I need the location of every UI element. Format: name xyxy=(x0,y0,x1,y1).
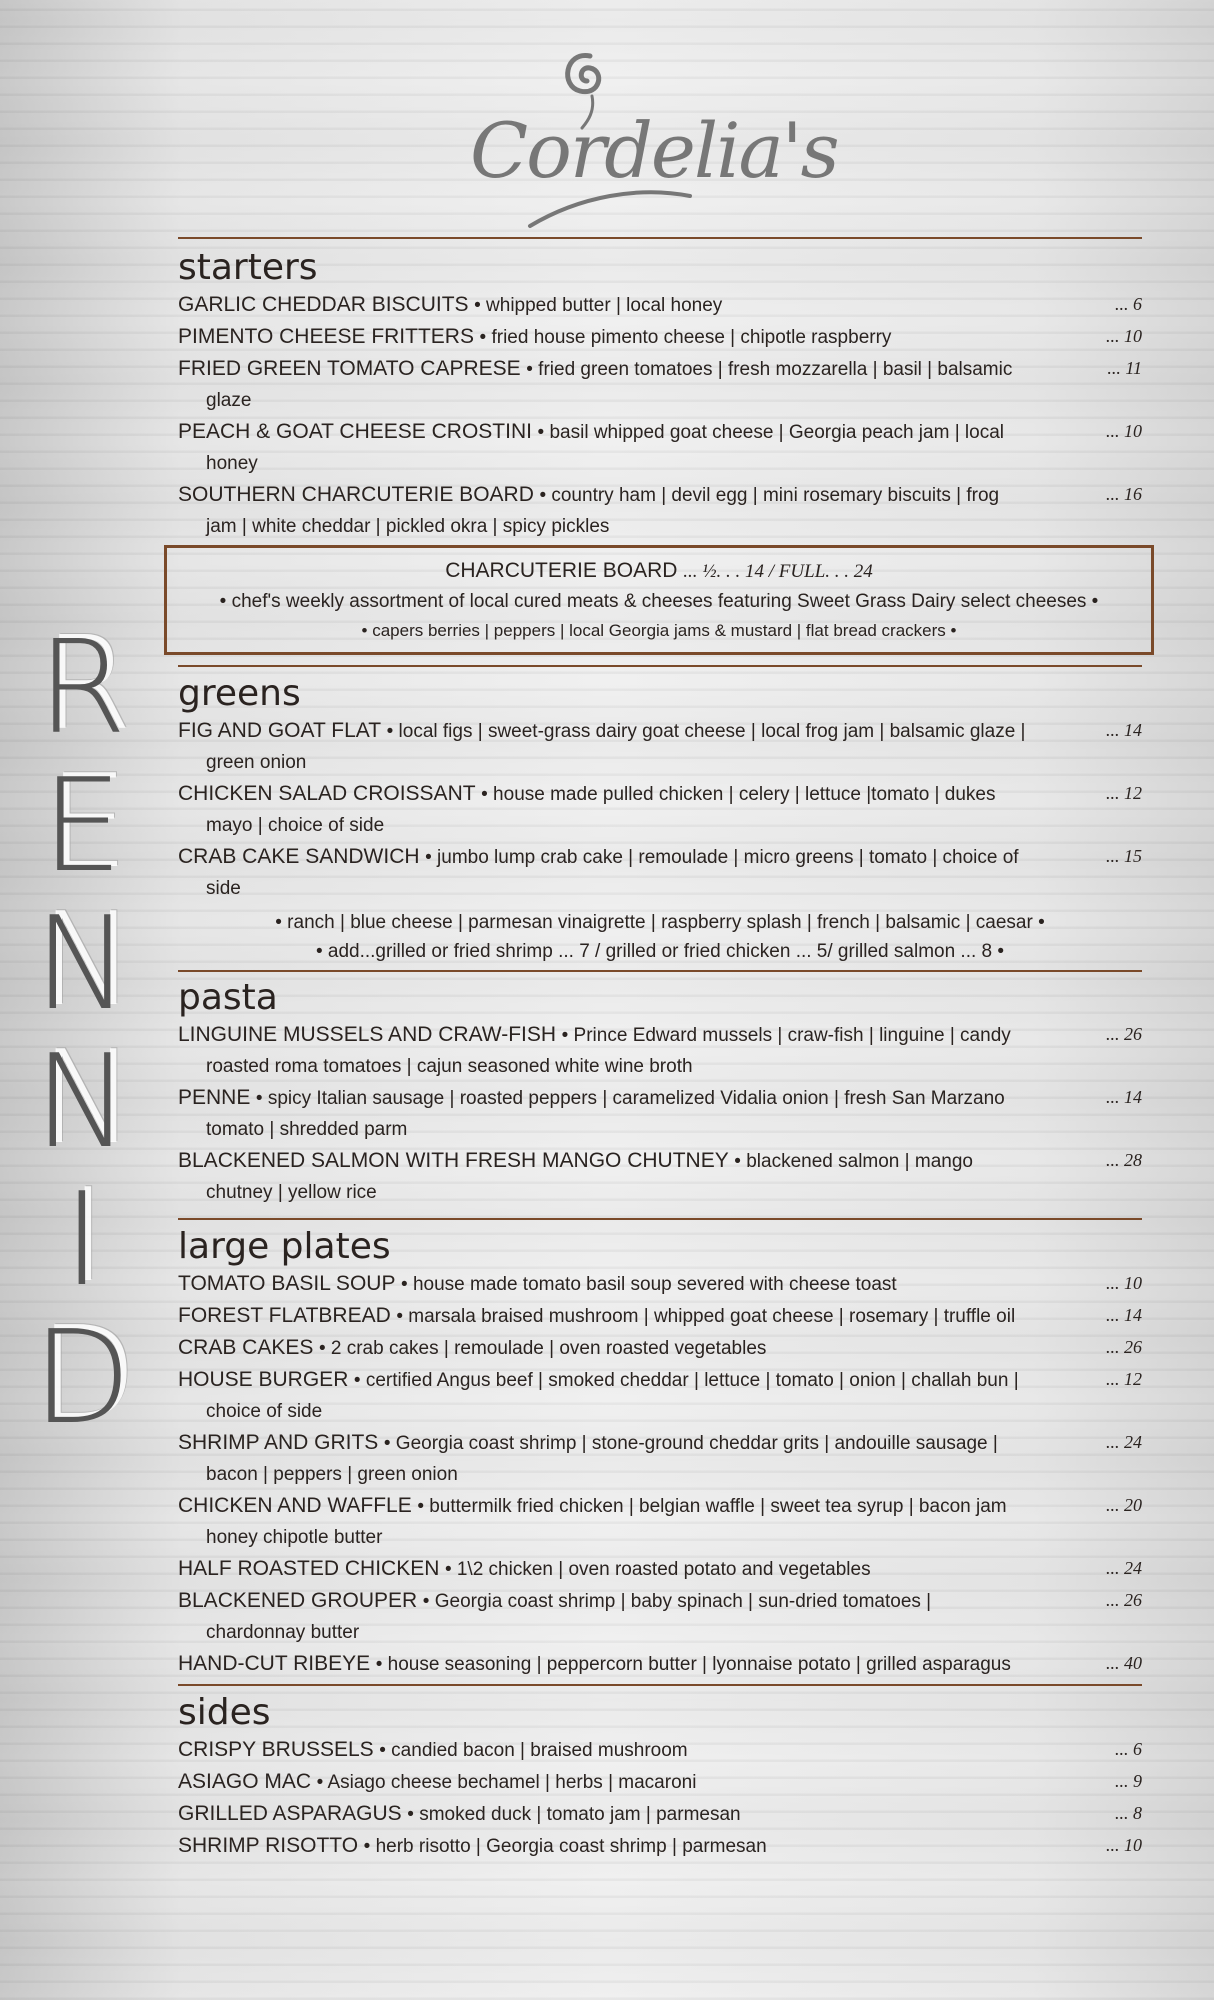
menu-item xyxy=(178,841,1142,904)
menu-item xyxy=(178,1766,1142,1798)
menu-item xyxy=(178,1553,1142,1585)
item-description-continued: choice of side xyxy=(206,1401,323,1422)
board-extras: • capers berries | peppers | local Georgia jams & mustard | flat bread crackers • xyxy=(361,621,957,640)
item-name: FRIED GREEN TOMATO CAPRESE xyxy=(178,357,521,380)
section-greens xyxy=(178,673,1142,966)
item-description: • blackened salmon | mango xyxy=(734,1151,973,1172)
item-price: ... 26 xyxy=(1106,1590,1142,1610)
item-price: ... 16 xyxy=(1106,484,1142,504)
divider xyxy=(178,1684,1142,1686)
item-name: TOMATO BASIL SOUP xyxy=(178,1272,396,1295)
menu-item xyxy=(178,321,1142,353)
menu-item xyxy=(178,1332,1142,1364)
item-name: GARLIC CHEDDAR BISCUITS xyxy=(178,293,469,316)
item-name: PENNE xyxy=(178,1086,251,1109)
item-description-continued: chutney | yellow rice xyxy=(206,1182,377,1203)
item-price: ... 9 xyxy=(1115,1771,1142,1791)
divider xyxy=(178,1218,1142,1220)
item-description: • marsala braised mushroom | whipped goat cheese | rosemary | truffle oil xyxy=(396,1306,1016,1327)
item-price: ... 14 xyxy=(1106,1305,1142,1325)
item-price: ... 12 xyxy=(1106,783,1142,803)
divider xyxy=(178,665,1142,667)
menu-item xyxy=(178,289,1142,321)
item-name: SHRIMP AND GRITS xyxy=(178,1431,379,1454)
item-description: • Asiago cheese bechamel | herbs | macaroni xyxy=(316,1772,697,1793)
item-name: CRAB CAKES xyxy=(178,1336,314,1359)
menu-item xyxy=(178,416,1142,479)
item-description-continued: roasted roma tomatoes | cajun seasoned white wine broth xyxy=(206,1056,693,1077)
item-price: ... 40 xyxy=(1106,1653,1142,1673)
board-description: • chef's weekly assortment of local cured meats & cheeses featuring Sweet Grass Dairy select cheeses • xyxy=(219,591,1099,612)
item-description: • jumbo lump crab cake | remoulade | micro greens | tomato | choice of xyxy=(425,847,1019,868)
item-price: ... 8 xyxy=(1115,1803,1142,1823)
item-description: • Prince Edward mussels | craw-fish | linguine | candy xyxy=(561,1025,1011,1046)
item-description: • certified Angus beef | smoked cheddar | lettuce | tomato | onion | challah bun | xyxy=(353,1370,1019,1391)
item-name: HOUSE BURGER xyxy=(178,1368,349,1391)
item-price: ... 28 xyxy=(1106,1150,1142,1170)
charcuterie-board-box xyxy=(164,545,1154,655)
item-description: • 2 crab cakes | remoulade | oven roasted vegetables xyxy=(318,1338,767,1359)
item-name: CRAB CAKE SANDWICH xyxy=(178,845,420,868)
section-starters xyxy=(178,247,1142,542)
item-description-continued: bacon | peppers | green onion xyxy=(206,1464,458,1485)
menu-item xyxy=(178,353,1142,416)
menu-title-letter: R xyxy=(37,614,127,763)
section-title: greens xyxy=(178,673,301,714)
menu-item xyxy=(178,1300,1142,1332)
item-description: • house seasoning | peppercorn butter | lyonnaise potato | grilled asparagus xyxy=(375,1654,1011,1675)
item-price: ... 24 xyxy=(1106,1432,1142,1452)
menu-item xyxy=(178,1830,1142,1862)
item-price: ... 10 xyxy=(1106,421,1142,441)
item-description: • local figs | sweet-grass dairy goat cheese | local frog jam | balsamic glaze | xyxy=(386,721,1026,742)
item-name: GRILLED ASPARAGUS xyxy=(178,1802,402,1825)
item-price: ... 20 xyxy=(1106,1495,1142,1515)
dressing-options: • ranch | blue cheese | parmesan vinaigrette | raspberry splash | french | balsamic | caesar • xyxy=(275,912,1045,933)
section-title: pasta xyxy=(178,977,278,1018)
menu-item xyxy=(178,1648,1142,1680)
divider xyxy=(178,237,1142,239)
item-description-continued: honey xyxy=(206,453,258,474)
restaurant-logo xyxy=(470,36,838,236)
item-description-continued: jam | white cheddar | pickled okra | spicy pickles xyxy=(206,516,610,537)
divider xyxy=(178,970,1142,972)
menu-item xyxy=(178,1585,1142,1648)
menu-title-letter: N xyxy=(34,1028,130,1177)
item-description: • fried house pimento cheese | chipotle raspberry xyxy=(479,327,892,348)
item-description: • spicy Italian sausage | roasted peppers | caramelized Vidalia onion | fresh San Marzano xyxy=(255,1088,1005,1109)
item-price: ... 14 xyxy=(1106,1087,1142,1107)
menu-item xyxy=(178,1734,1142,1766)
menu-item xyxy=(178,1019,1142,1082)
menu-item xyxy=(178,479,1142,542)
item-name: FOREST FLATBREAD xyxy=(178,1304,391,1327)
board-title-line xyxy=(167,556,1151,587)
board-price: ... ½. . . 14 / FULL. . . 24 xyxy=(683,561,873,582)
item-description-continued: honey chipotle butter xyxy=(206,1527,383,1548)
section-sides xyxy=(178,1692,1142,1862)
item-description: • herb risotto | Georgia coast shrimp | parmesan xyxy=(363,1836,767,1857)
menu-title-letter: N xyxy=(34,890,130,1039)
menu-item xyxy=(178,778,1142,841)
menu-item xyxy=(178,1427,1142,1490)
item-price: ... 6 xyxy=(1115,294,1142,314)
item-price: ... 26 xyxy=(1106,1337,1142,1357)
item-name: BLACKENED SALMON WITH FRESH MANGO CHUTNEY xyxy=(178,1149,729,1172)
section-title: starters xyxy=(178,247,318,288)
item-name: CHICKEN SALAD CROISSANT xyxy=(178,782,476,805)
item-description: • Georgia coast shrimp | stone-ground cheddar grits | andouille sausage | xyxy=(383,1433,998,1454)
item-description: • whipped butter | local honey xyxy=(474,295,723,316)
item-description: • 1\2 chicken | oven roasted potato and vegetables xyxy=(444,1559,871,1580)
menu-item xyxy=(178,1268,1142,1300)
item-name: ASIAGO MAC xyxy=(178,1770,312,1793)
menu-item xyxy=(178,1364,1142,1427)
add-on-options: • add...grilled or fried shrimp ... 7 / grilled or fried chicken ... 5/ grilled salmon ... 8 • xyxy=(315,941,1005,962)
item-name: HAND-CUT RIBEYE xyxy=(178,1652,371,1675)
menu-title-vertical xyxy=(22,614,142,1453)
menu-title-letter: D xyxy=(32,1304,132,1453)
item-description: • fried green tomatoes | fresh mozzarella | basil | balsamic xyxy=(526,359,1013,380)
item-name: BLACKENED GROUPER xyxy=(178,1589,418,1612)
item-description-continued: chardonnay butter xyxy=(206,1622,360,1643)
item-description-continued: glaze xyxy=(206,390,252,411)
section-pasta xyxy=(178,977,1142,1208)
item-description: • house made tomato basil soup severed with cheese toast xyxy=(401,1274,897,1295)
menu-item xyxy=(178,1082,1142,1145)
item-price: ... 14 xyxy=(1106,720,1142,740)
item-description: • basil whipped goat cheese | Georgia peach jam | local xyxy=(537,422,1004,443)
item-description-continued: side xyxy=(206,878,241,899)
menu-title-letter: E xyxy=(41,752,123,901)
item-name: SOUTHERN CHARCUTERIE BOARD xyxy=(178,483,534,506)
item-price: ... 11 xyxy=(1107,358,1142,378)
item-description: • candied bacon | braised mushroom xyxy=(379,1740,688,1761)
menu-item xyxy=(178,1798,1142,1830)
item-name: CRISPY BRUSSELS xyxy=(178,1738,374,1761)
item-description: • country ham | devil egg | mini rosemary biscuits | frog xyxy=(539,485,1000,506)
item-price: ... 6 xyxy=(1115,1739,1142,1759)
item-price: ... 10 xyxy=(1106,326,1142,346)
item-name: HALF ROASTED CHICKEN xyxy=(178,1557,440,1580)
item-description: • smoked duck | tomato jam | parmesan xyxy=(407,1804,741,1825)
item-name: LINGUINE MUSSELS AND CRAW-FISH xyxy=(178,1023,557,1046)
item-name: SHRIMP RISOTTO xyxy=(178,1834,359,1857)
menu-title-letter: I xyxy=(63,1166,101,1315)
section-title: sides xyxy=(178,1692,271,1733)
board-name: CHARCUTERIE BOARD xyxy=(445,559,678,582)
item-description: • house made pulled chicken | celery | lettuce |tomato | dukes xyxy=(481,784,996,805)
item-description: • Georgia coast shrimp | baby spinach | sun-dried tomatoes | xyxy=(422,1591,932,1612)
item-description-continued: mayo | choice of side xyxy=(206,815,385,836)
item-price: ... 12 xyxy=(1106,1369,1142,1389)
item-description-continued: tomato | shredded parm xyxy=(206,1119,408,1140)
item-price: ... 26 xyxy=(1106,1024,1142,1044)
item-description-continued: green onion xyxy=(206,752,307,773)
section-title: large plates xyxy=(178,1226,391,1267)
item-name: FIG AND GOAT FLAT xyxy=(178,719,382,742)
brand-wordmark: Cordelia's xyxy=(470,106,838,195)
item-price: ... 15 xyxy=(1106,846,1142,866)
item-name: CHICKEN AND WAFFLE xyxy=(178,1494,412,1517)
item-price: ... 10 xyxy=(1106,1273,1142,1293)
menu-item xyxy=(178,1145,1142,1208)
menu-item xyxy=(178,715,1142,778)
item-name: PIMENTO CHEESE FRITTERS xyxy=(178,325,474,348)
item-name: PEACH & GOAT CHEESE CROSTINI xyxy=(178,420,532,443)
section-large-plates xyxy=(178,1226,1142,1680)
menu-item xyxy=(178,1490,1142,1553)
item-description: • buttermilk fried chicken | belgian waffle | sweet tea syrup | bacon jam xyxy=(417,1496,1007,1517)
item-price: ... 24 xyxy=(1106,1558,1142,1578)
item-price: ... 10 xyxy=(1106,1835,1142,1855)
